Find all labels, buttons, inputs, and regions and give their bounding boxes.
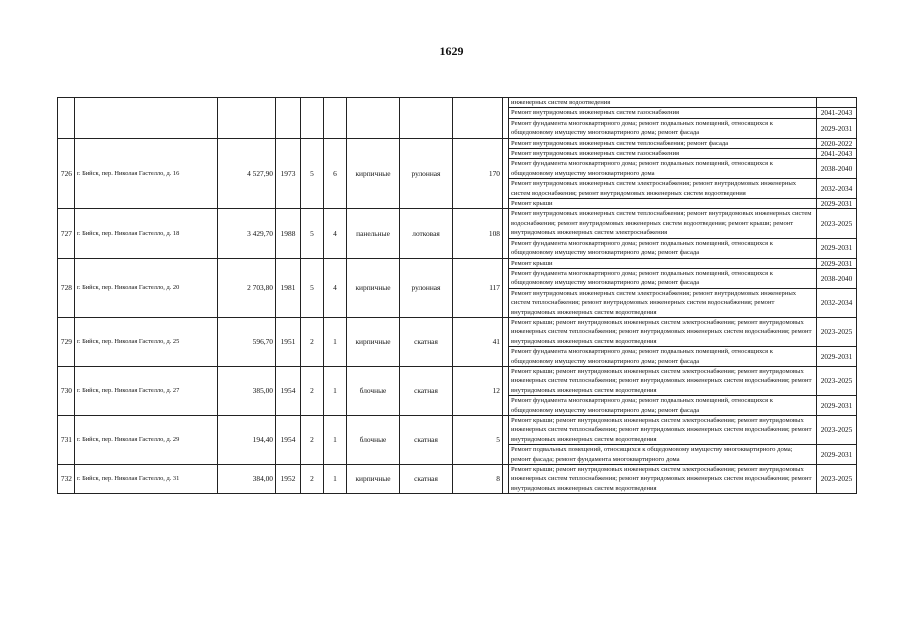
work-description: инженерных систем водоотведения (509, 98, 817, 108)
work-period: 2029-2031 (817, 347, 857, 367)
empty-cell (75, 98, 218, 139)
empty-cell (276, 98, 301, 139)
building-address: г. Бийск, пер. Николая Гастелло, д. 29 (75, 416, 218, 465)
construction-year: 1954 (276, 416, 301, 465)
work-period: 2023-2025 (817, 465, 857, 494)
entrance-count: 4 (324, 209, 347, 258)
floor-count: 2 (301, 465, 324, 494)
work-period: 2029-2031 (817, 445, 857, 465)
work-period: 2029-2031 (817, 118, 857, 138)
floor-count: 2 (301, 366, 324, 415)
table-row (58, 138, 857, 148)
resident-count: 108 (453, 209, 503, 258)
work-description: Ремонт внутридомовых инженерных систем электроснабжения; ремонт внутридомовых инженерных систем теплоснабжения; ремонт внутридомовых инженерных систем водоснабжения; ремонт внутридомовых инженерных систем водоотведения (509, 288, 817, 317)
work-period: 2029-2031 (817, 396, 857, 416)
entry-number: 727 (58, 209, 75, 258)
work-period: 2023-2025 (817, 209, 857, 238)
work-period: 2041-2043 (817, 149, 857, 159)
building-area: 385,00 (218, 366, 276, 415)
empty-cell (218, 98, 276, 139)
page-number: 1629 (439, 44, 464, 58)
building-area: 596,70 (218, 317, 276, 366)
work-period (817, 98, 857, 108)
floor-count: 5 (301, 209, 324, 258)
work-description: Ремонт внутридомовых инженерных систем газоснабжения (509, 108, 817, 118)
work-period: 2023-2025 (817, 317, 857, 346)
table-row (58, 465, 857, 494)
building-area: 4 527,90 (218, 138, 276, 209)
wall-material: панельные (347, 209, 400, 258)
work-period: 2029-2031 (817, 199, 857, 209)
resident-count: 170 (453, 138, 503, 209)
work-period: 2038-2040 (817, 268, 857, 288)
table-row (58, 317, 857, 346)
building-address: г. Бийск, пер. Николая Гастелло, д. 16 (75, 138, 218, 209)
work-period: 2032-2034 (817, 179, 857, 199)
wall-material: кирпичные (347, 317, 400, 366)
empty-cell (453, 98, 503, 139)
floor-count: 5 (301, 258, 324, 317)
work-description: Ремонт внутридомовых инженерных систем электроснабжения; ремонт внутридомовых инженерных систем водоснабжения; ремонт внутридомовых инженерных систем водоотведения (509, 179, 817, 199)
entry-number: 731 (58, 416, 75, 465)
roof-type: скатная (400, 465, 453, 494)
roof-type: скатная (400, 366, 453, 415)
work-description: Ремонт фундамента многоквартирного дома; ремонт подвальных помещений, относящихся к общедомовому имуществу многоквартирного дома; ремонт фасада (509, 396, 817, 416)
roof-type: лотковая (400, 209, 453, 258)
work-period: 2038-2040 (817, 159, 857, 179)
work-description: Ремонт фундамента многоквартирного дома; ремонт подвальных помещений, относящихся к общедомовому имуществу многоквартирного дома; ремонт фасада (509, 268, 817, 288)
entrance-count: 6 (324, 138, 347, 209)
roof-type: рулонная (400, 138, 453, 209)
construction-year: 1973 (276, 138, 301, 209)
work-period: 2029-2031 (817, 238, 857, 258)
building-address: г. Бийск, пер. Николая Гастелло, д. 18 (75, 209, 218, 258)
construction-year: 1988 (276, 209, 301, 258)
entry-number: 728 (58, 258, 75, 317)
work-description: Ремонт подвальных помещений, относящихся к общедомовому имуществу многоквартирного дома; ремонт фасада; ремонт фундамента многоквартирного дома (509, 445, 817, 465)
resident-count: 8 (453, 465, 503, 494)
resident-count: 117 (453, 258, 503, 317)
entry-number: 729 (58, 317, 75, 366)
entrance-count: 1 (324, 317, 347, 366)
construction-year: 1951 (276, 317, 301, 366)
floor-count: 5 (301, 138, 324, 209)
table-row (58, 366, 857, 395)
entrance-count: 1 (324, 416, 347, 465)
table-row (58, 98, 857, 108)
work-description: Ремонт крыши (509, 199, 817, 209)
work-description: Ремонт фундамента многоквартирного дома; ремонт подвальных помещений, относящихся к общедомовому имуществу многоквартирного дома (509, 159, 817, 179)
construction-year: 1954 (276, 366, 301, 415)
work-description: Ремонт внутридомовых инженерных систем теплоснабжения; ремонт фасада (509, 138, 817, 148)
construction-year: 1952 (276, 465, 301, 494)
roof-type: скатная (400, 416, 453, 465)
resident-count: 12 (453, 366, 503, 415)
work-description: Ремонт крыши; ремонт внутридомовых инженерных систем электроснабжения; ремонт внутридомовых инженерных систем теплоснабжения; ремонт внутридомовых инженерных систем водоснабжения; ремонт внутридомовых инженерных систем водоотведения (509, 366, 817, 395)
work-period: 2032-2034 (817, 288, 857, 317)
work-description: Ремонт крыши; ремонт внутридомовых инженерных систем электроснабжения; ремонт внутридомовых инженерных систем теплоснабжения; ремонт внутридомовых инженерных систем водоснабжения; ремонт внутридомовых инженерных систем водоотведения (509, 465, 817, 494)
work-description: Ремонт внутридомовых инженерных систем теплоснабжения; ремонт внутридомовых инженерных систем водоснабжения; ремонт внутридомовых инженерных систем водоотведения; ремонт крыши; ремонт внутридомовых инженерных систем электроснабжения (509, 209, 817, 238)
work-description: Ремонт крыши; ремонт внутридомовых инженерных систем электроснабжения; ремонт внутридомовых инженерных систем теплоснабжения; ремонт внутридомовых инженерных систем водоснабжения; ремонт внутридомовых инженерных систем водоотведения (509, 416, 817, 445)
table-row (58, 209, 857, 238)
empty-cell (347, 98, 400, 139)
entrance-count: 4 (324, 258, 347, 317)
work-description: Ремонт фундамента многоквартирного дома; ремонт подвальных помещений, относящихся к общедомовому имуществу многоквартирного дома; ремонт фасада (509, 118, 817, 138)
empty-cell (301, 98, 324, 139)
wall-material: кирпичные (347, 138, 400, 209)
building-area: 384,00 (218, 465, 276, 494)
work-description: Ремонт крыши; ремонт внутридомовых инженерных систем электроснабжения; ремонт внутридомовых инженерных систем теплоснабжения; ремонт внутридомовых инженерных систем водоснабжения; ремонт внутридомовых инженерных систем водоотведения (509, 317, 817, 346)
roof-type: скатная (400, 317, 453, 366)
empty-cell (400, 98, 453, 139)
resident-count: 41 (453, 317, 503, 366)
building-address: г. Бийск, пер. Николая Гастелло, д. 20 (75, 258, 218, 317)
entrance-count: 1 (324, 465, 347, 494)
building-area: 194,40 (218, 416, 276, 465)
building-address: г. Бийск, пер. Николая Гастелло, д. 25 (75, 317, 218, 366)
floor-count: 2 (301, 416, 324, 465)
table-row (58, 416, 857, 445)
wall-material: кирпичные (347, 465, 400, 494)
wall-material: блочные (347, 416, 400, 465)
floor-count: 2 (301, 317, 324, 366)
entry-number: 730 (58, 366, 75, 415)
work-description: Ремонт фундамента многоквартирного дома; ремонт подвальных помещений, относящихся к общедомовому имуществу многоквартирного дома; ремонт фасада (509, 347, 817, 367)
table-row (58, 258, 857, 268)
wall-material: блочные (347, 366, 400, 415)
resident-count: 5 (453, 416, 503, 465)
wall-material: кирпичные (347, 258, 400, 317)
building-area: 2 703,80 (218, 258, 276, 317)
work-period: 2023-2025 (817, 366, 857, 395)
work-description: Ремонт фундамента многоквартирного дома; ремонт подвальных помещений, относящихся к общедомовому имуществу многоквартирного дома; ремонт фасада (509, 238, 817, 258)
empty-cell (324, 98, 347, 139)
work-period: 2029-2031 (817, 258, 857, 268)
work-period: 2020-2022 (817, 138, 857, 148)
building-area: 3 429,70 (218, 209, 276, 258)
entrance-count: 1 (324, 366, 347, 415)
entry-number: 732 (58, 465, 75, 494)
building-address: г. Бийск, пер. Николая Гастелло, д. 27 (75, 366, 218, 415)
construction-year: 1981 (276, 258, 301, 317)
work-period: 2023-2025 (817, 416, 857, 445)
work-period: 2041-2043 (817, 108, 857, 118)
housing-registry-table (57, 97, 857, 494)
work-description: Ремонт внутридомовых инженерных систем газоснабжения (509, 149, 817, 159)
building-address: г. Бийск, пер. Николая Гастелло, д. 31 (75, 465, 218, 494)
entry-number: 726 (58, 138, 75, 209)
empty-cell (58, 98, 75, 139)
work-description: Ремонт крыши (509, 258, 817, 268)
roof-type: рулонная (400, 258, 453, 317)
